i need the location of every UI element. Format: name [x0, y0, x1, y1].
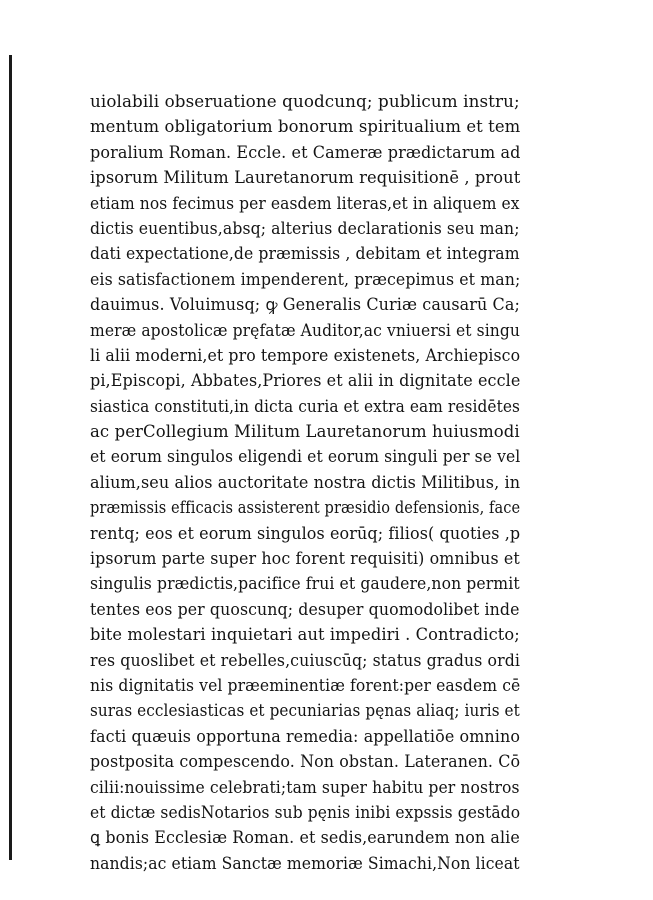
text-line: poralium Roman. Eccle. et Cameræ prædictarum ad	[90, 142, 521, 162]
text-line: li alii moderni,et pro tempore existenets, Archiepisco	[90, 345, 521, 365]
text-line: nandis;ac etiam Sanctæ memoriæ Simachi,Non liceat	[90, 853, 520, 873]
text-line: siastica constituti,in dicta curia et extra eam residētes	[90, 396, 521, 416]
text-line: meræ apostolicæ pręfatæ Auditor,ac vniuersi et singu	[90, 320, 520, 340]
text-line: ꝗ bonis Ecclesiæ Roman. et sedis,earundem non alie	[90, 828, 520, 848]
text-line: et eorum singulos eligendi et eorum singuli per se vel	[90, 447, 521, 467]
text-line: tentes eos per quoscunq; desuper quomodolibet inde	[90, 599, 520, 619]
text-line: singulis prædictis,pacifice frui et gaudere,non permit	[90, 574, 520, 594]
text-line: etiam nos fecimus per easdem literas,et in aliquem ex	[90, 193, 520, 213]
text-line: facti quæuis opportuna remedia: appellatiōe omnino	[90, 726, 521, 746]
text-line: cilii:nouissime celebrati;tam super habitu per nostros	[90, 777, 520, 797]
text-line: et dictæ sedisNotarios sub pęnis inibi expssis gestādo	[90, 802, 521, 822]
text-line: nis dignitatis vel præeminentiæ forent:per easdem cē	[90, 675, 521, 695]
text-line: pi,Episcopi, Abbates,Priores et alii in dignitate eccle	[90, 371, 521, 391]
text-line: dictis euentibus,absq; alterius declarationis seu man;	[90, 218, 520, 238]
text-line: dati expectatione,de præmissis , debitam et integram	[90, 244, 520, 264]
text-line: bite molestari inquietari aut impediri . Contradicto;	[90, 625, 520, 645]
text-line: ipsorum Militum Lauretanorum requisitionē , prout	[90, 168, 521, 188]
text-line: suras ecclesiasticas et pecuniarias pęnas aliaq; iuris et	[90, 701, 520, 721]
left-margin-rule	[9, 55, 12, 860]
text-line: eis satisfactionem impenderent, præcepimus et man;	[90, 269, 521, 289]
text-line: ipsorum parte super hoc forent requisiti) omnibus et	[90, 549, 520, 569]
text-line: rentq; eos et eorum singulos eorūq; filios( quoties ,p	[90, 523, 521, 543]
text-line: præmissis efficacis assisterent præsidio defensionis, face	[90, 498, 521, 518]
text-line: alium,seu alios auctoritate nostra dictis Militibus, in	[90, 472, 521, 492]
latin-text-block	[90, 89, 520, 876]
text-line: postposita compescendo. Non obstan. Lateranen. Cō	[90, 752, 521, 772]
text-line: uiolabili obseruatione quodcunq; publicum instru;	[90, 92, 520, 111]
text-line: ac perCollegium Militum Lauretanorum huiusmodi	[90, 422, 520, 442]
text-line: dauimus. Voluimusq; ꝙ Generalis Curiæ causarū Ca;	[90, 295, 520, 315]
text-line: res quoslibet et rebelles,cuiuscūq; status gradus ordi	[90, 650, 520, 670]
text-line: mentum obligatorium bonorum spiritualium et tem	[90, 117, 521, 137]
